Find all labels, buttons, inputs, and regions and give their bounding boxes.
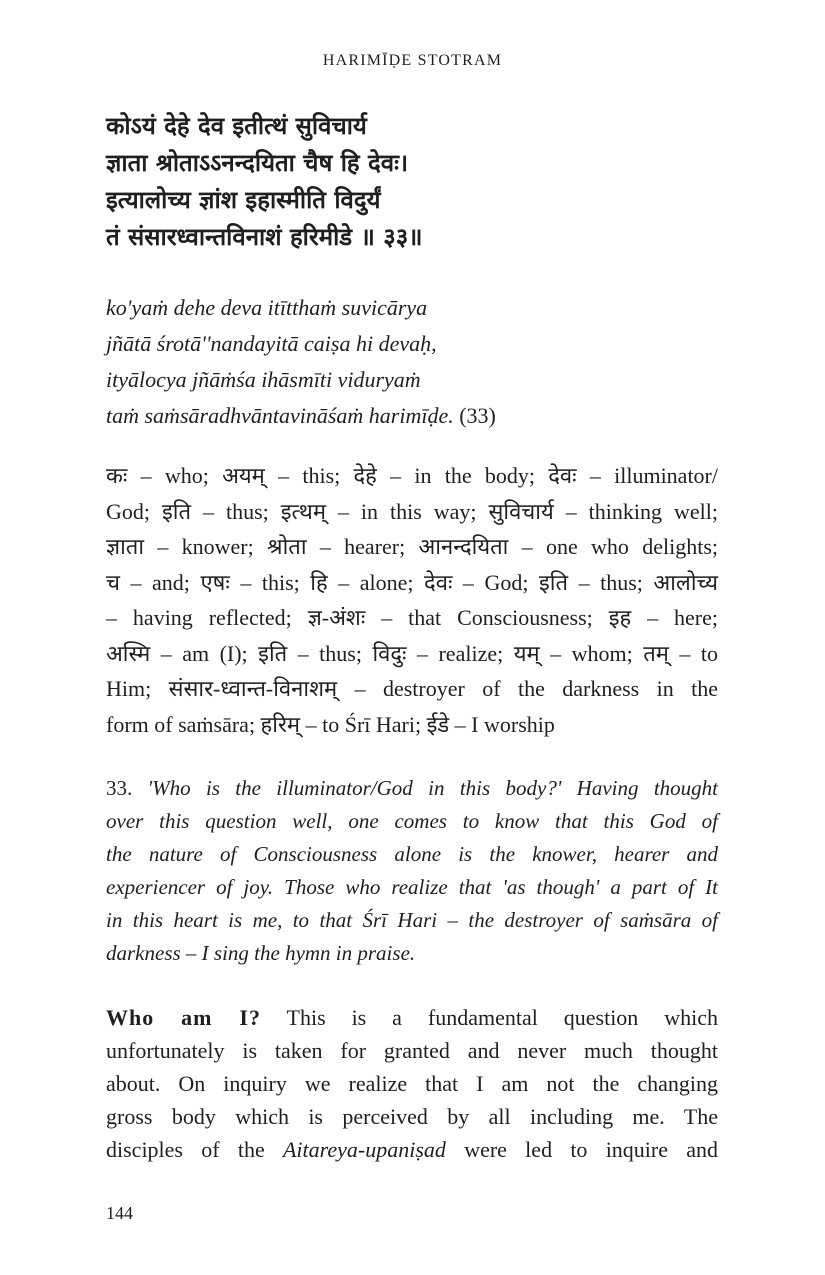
word-meaning-line: form of saṁsāra; हरिम् – to Śrī Hari; ईडे – I worship — [106, 711, 555, 737]
commentary-text: were led to inquire and — [464, 1137, 719, 1162]
transliteration-line — [106, 398, 718, 434]
translation-line — [106, 772, 718, 805]
translation-line: in this heart is me, to that Śrī Hari – the destroyer of saṁsāra of — [106, 908, 718, 932]
transliteration-line: ko'yaṁ dehe deva itītthaṁ suvicārya — [106, 295, 428, 320]
word-meaning-line: च – and; एषः – this; हि – alone; देवः – God; इति – thus; आलोच्य — [106, 569, 718, 595]
verse-number: (33) — [459, 403, 496, 428]
translation — [106, 772, 718, 970]
text-title: Aitareya-upaniṣad — [282, 1137, 446, 1162]
transliteration-text: taṁ saṁsāradhvāntavināśaṁ harimīḍe. — [106, 403, 454, 428]
transliteration-line: ityālocya jñāṁśa ihāsmīti viduryaṁ — [106, 367, 421, 392]
translation-text: 'Who is the illuminator/God in this body?' Having thought — [147, 776, 719, 800]
sanskrit-verse — [106, 108, 718, 256]
transliteration-line: jñātā śrotā''nandayitā caiṣa hi devaḥ, — [106, 331, 437, 356]
word-meaning-line: अस्मि – am (I); इति – thus; विदुः – realize; यम् – whom; तम् – to — [106, 640, 718, 666]
word-meaning-line: कः – who; अयम् – this; देहे – in the body; देवः – illuminator/ — [106, 463, 718, 488]
commentary-line: about. On inquiry we realize that I am not the changing — [106, 1071, 718, 1096]
translation-number: 33. — [106, 776, 133, 800]
word-meaning-line: Him; संसार-ध्वान्त-विनाशम् – destroyer of the darkness in the — [106, 676, 718, 701]
commentary-line: unfortunately is taken for granted and never much thought — [106, 1038, 718, 1063]
word-meaning-line: ज्ञाता – knower; श्रोता – hearer; आनन्दयिता – one who delights; — [106, 534, 718, 559]
verse-line: कोऽयं देहे देव इतीत्थं सुविचार्य — [106, 112, 367, 140]
commentary-text: disciples of the — [106, 1137, 265, 1162]
commentary — [106, 1001, 718, 1166]
verse-line: इत्यालोच्य ज्ञांश इहास्मीति विदुर्यं — [106, 186, 381, 214]
transliteration — [106, 290, 718, 434]
commentary-text: This is a fundamental question which — [286, 1005, 719, 1030]
commentary-line: gross body which is perceived by all including me. The — [106, 1104, 718, 1129]
translation-line: the nature of Consciousness alone is the knower, hearer and — [106, 842, 718, 866]
word-meanings — [106, 458, 718, 742]
translation-line: experiencer of joy. Those who realize that 'as though' a part of It — [106, 875, 718, 899]
word-meaning-line: – having reflected; ज्ञ-अंशः – that Consciousness; इह – here; — [106, 605, 718, 630]
verse-line: ज्ञाता श्रोताऽऽनन्दयिता चैष हि देवः। — [106, 149, 409, 177]
commentary-line — [106, 1133, 718, 1166]
commentary-line — [106, 1001, 718, 1034]
commentary-lead: Who am I? — [106, 1005, 261, 1030]
translation-line: darkness – I sing the hymn in praise. — [106, 941, 416, 965]
page-number: 144 — [106, 1203, 133, 1223]
verse-line: तं संसारध्वान्तविनाशं हरिमीडे ॥ ३३॥ — [106, 223, 423, 251]
running-head: HARIMĪḌE STOTRAM — [322, 52, 503, 69]
translation-line: over this question well, one comes to know that this God of — [106, 809, 718, 833]
word-meaning-line: God; इति – thus; इत्थम् – in this way; सुविचार्य – thinking well; — [106, 498, 718, 524]
